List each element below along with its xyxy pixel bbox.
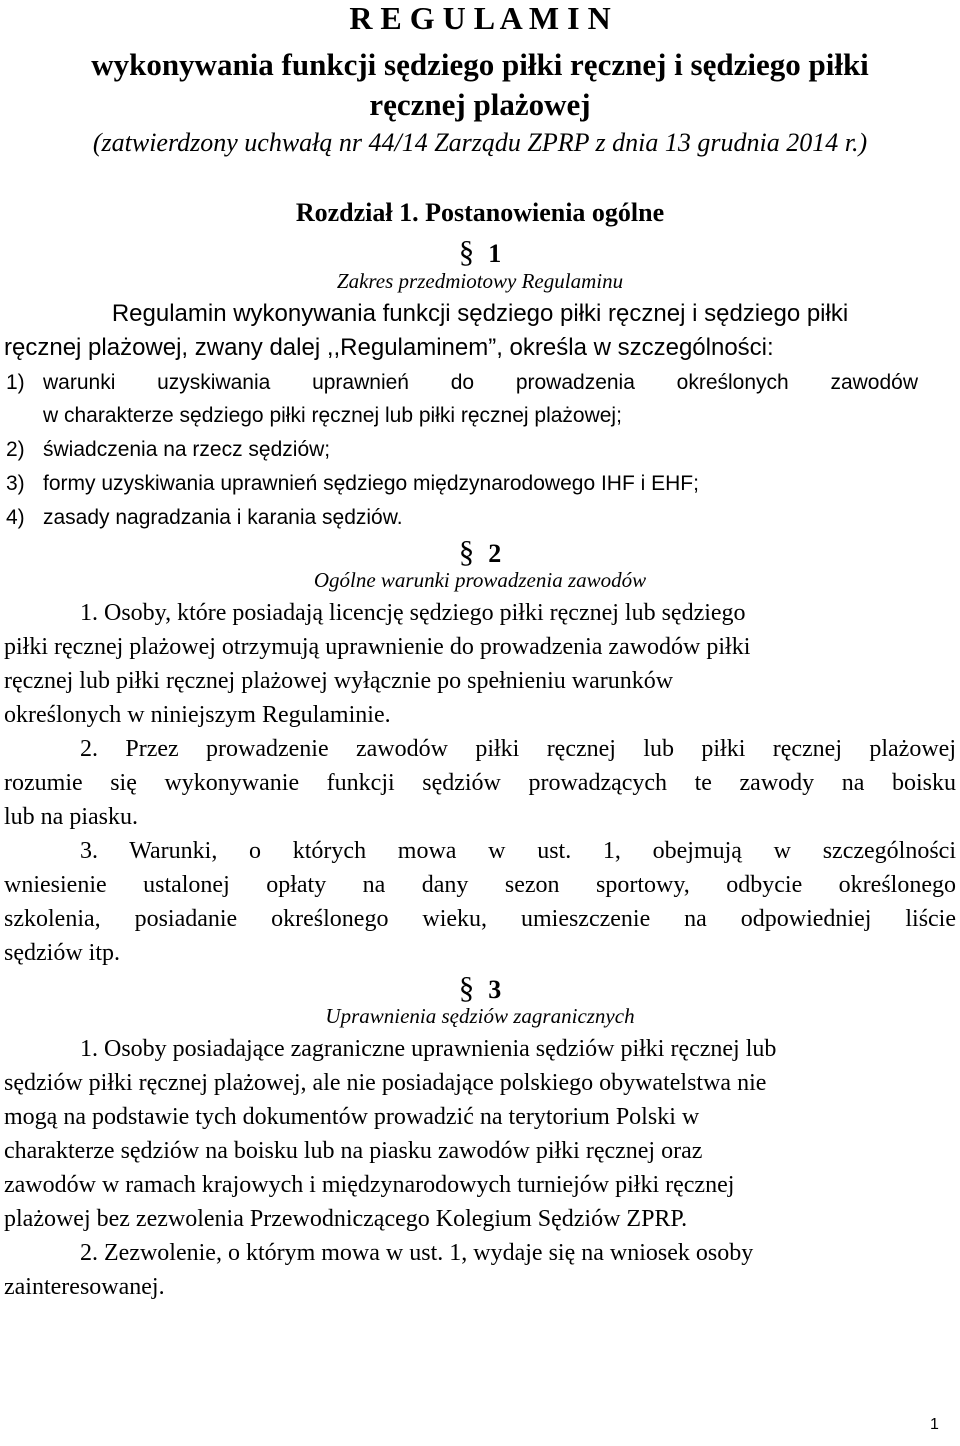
paragraph-line: lub na piasku. (4, 804, 138, 830)
paragraph-line: 3. Warunki, o których mowa w ust. 1, obejmują w szczególności (80, 838, 956, 864)
paragraph-line: zawodów w ramach krajowych i międzynarodowych turniejów piłki ręcznej (4, 1172, 735, 1198)
list-item-number: 1) (6, 371, 25, 394)
section-1-intro-line-2: ręcznej plażowej, zwany dalej ,,Regulaminem”, określa w szczególności: (4, 334, 774, 361)
paragraph-line: 2. Zezwolenie, o którym mowa w ust. 1, wydaje się na wniosek osoby (80, 1240, 754, 1266)
list-item-line: zasady nagradzania i karania sędziów. (43, 506, 403, 529)
section-1-title: Zakres przedmiotowy Regulaminu (336, 269, 624, 293)
section-2-heading (0, 536, 960, 567)
section-1-heading (0, 236, 960, 267)
paragraph-line: szkolenia, posiadanie określonego wieku, umieszczenie na odpowiedniej liście (4, 906, 956, 932)
list-item-line: formy uzyskiwania uprawnień sędziego międzynarodowego IHF i EHF; (43, 472, 699, 495)
approval-note: (zatwierdzony uchwałą nr 44/14 Zarządu ZPRP z dnia 13 grudnia 2014 r.) (92, 128, 868, 157)
section-3-heading (0, 972, 960, 1003)
paragraph-line: wniesienie ustalonej opłaty na dany sezon sportowy, odbycie określonego (4, 872, 956, 898)
paragraph-line: piłki ręcznej plażowej otrzymują uprawnienie do prowadzenia zawodów piłki (4, 634, 751, 660)
list-item-number: 3) (6, 472, 25, 495)
section-number: 1 (488, 239, 502, 268)
list-item-number: 4) (6, 506, 25, 529)
section-1-intro-line-1: Regulamin wykonywania funkcji sędziego piłki ręcznej i sędziego piłki (111, 300, 849, 327)
document-subtitle-line-2: ręcznej plażowej (369, 87, 591, 122)
section-symbol: § (458, 970, 475, 1005)
section-symbol: § (458, 234, 475, 269)
chapter-heading: Rozdział 1. Postanowienia ogólne (295, 198, 665, 227)
paragraph-line: ręcznej lub piłki ręcznej plażowej wyłącznie po spełnieniu warunków (4, 668, 674, 694)
section-symbol: § (458, 534, 475, 569)
section-2-title: Ogólne warunki prowadzenia zawodów (313, 568, 647, 592)
section-number: 2 (488, 539, 502, 568)
list-item-number: 2) (6, 438, 25, 461)
section-3-title: Uprawnienia sędziów zagranicznych (325, 1004, 635, 1028)
document-subtitle-line-1: wykonywania funkcji sędziego piłki ręcznej i sędziego piłki (91, 47, 869, 82)
paragraph-line: 1. Osoby posiadające zagraniczne uprawnienia sędziów piłki ręcznej lub (80, 1036, 777, 1062)
paragraph-line: mogą na podstawie tych dokumentów prowadzić na terytorium Polski w (4, 1104, 700, 1130)
paragraph-line: określonych w niniejszym Regulaminie. (4, 702, 391, 728)
paragraph-line: sędziów itp. (4, 940, 120, 966)
paragraph-line: 2. Przez prowadzenie zawodów piłki ręcznej lub piłki ręcznej plażowej (80, 736, 956, 762)
paragraph-line: sędziów piłki ręcznej plażowej, ale nie posiadające polskiego obywatelstwa nie (4, 1070, 767, 1096)
paragraph-line: 1. Osoby, które posiadają licencję sędziego piłki ręcznej lub sędziego (80, 600, 746, 626)
paragraph-line: plażowej bez zezwolenia Przewodniczącego Kolegium Sędziów ZPRP. (4, 1206, 688, 1232)
list-item-line: w charakterze sędziego piłki ręcznej lub piłki ręcznej plażowej; (43, 404, 622, 427)
list-item-line: świadczenia na rzecz sędziów; (43, 438, 331, 461)
document-title: R E G U L A M I N (349, 0, 611, 36)
paragraph-line: zainteresowanej. (4, 1274, 165, 1300)
list-item-line: warunki uzyskiwania uprawnień do prowadzenia określonych zawodów (43, 371, 918, 394)
page-number: 1 (930, 1416, 939, 1433)
paragraph-line: rozumie się wykonywanie funkcji sędziów prowadzących te zawody na boisku (4, 770, 956, 796)
paragraph-line: charakterze sędziów na boisku lub na piasku zawodów piłki ręcznej oraz (4, 1138, 703, 1164)
section-number: 3 (488, 975, 502, 1004)
